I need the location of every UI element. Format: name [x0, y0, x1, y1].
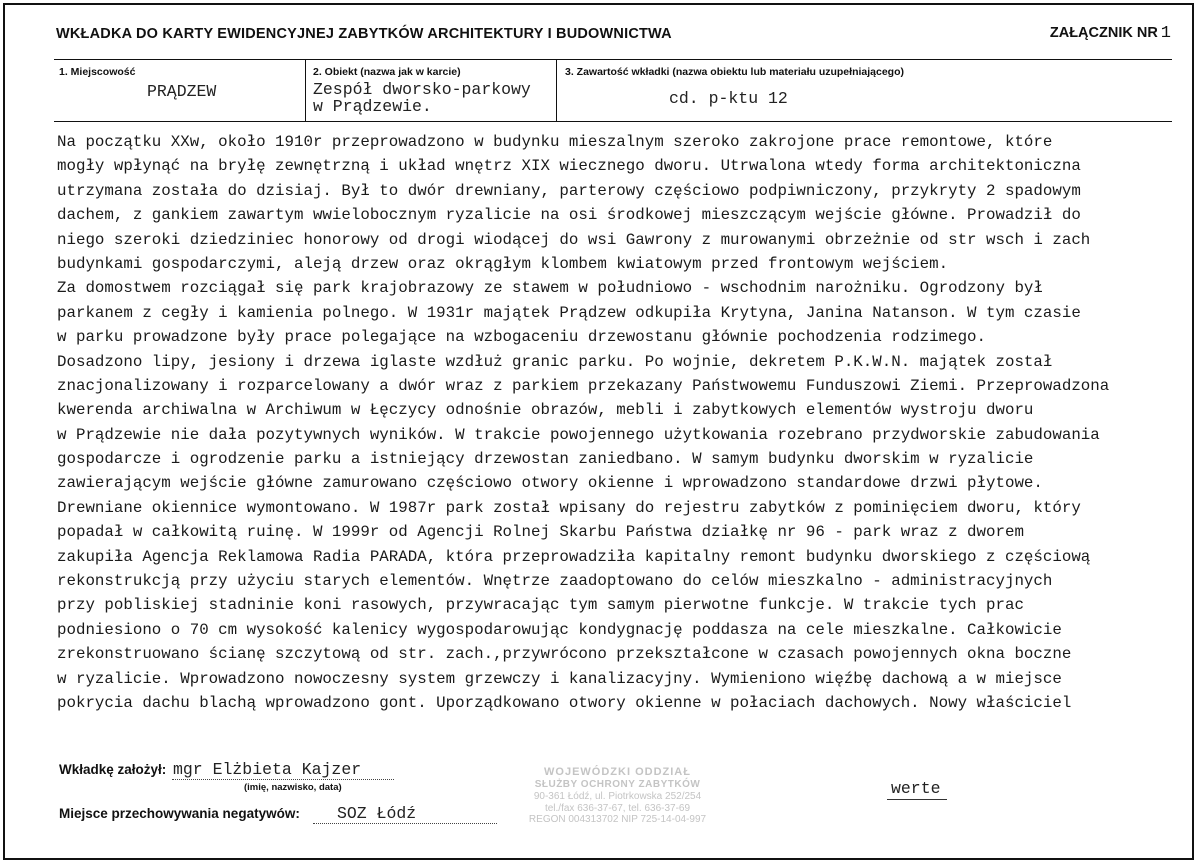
body-line: kwerenda archiwalna w Archiwum w Łęczycy odnośnie obrazów, mebli i zabytkowych elementów wystroju dworu [57, 401, 1034, 420]
body-line: gospodarcze i ogrodzenie parku a istniejący drzewostan zaniedbano. W samym budynku dworskim w ryzalicie [57, 450, 1034, 469]
body-line: niego szeroki dziedziniec honorowy od drogi wiodącej do wsi Gawrony z murowanymi obrzeżnie od str wsch i zach [57, 230, 1091, 249]
body-line: zrekonstruowano ścianę szczytową od str. zach.,przywrócono przekształcone w czasach powojennych okna boczne [57, 645, 1072, 664]
stamp-line: WOJEWÓDZKI ODDZIAŁ [544, 766, 691, 778]
body-line: parkanem z cegły i kamienia polnego. W 1931r majątek Prądzew odkupiła Krytyna, Janina Natanson. W tym czasie [57, 303, 1081, 322]
annex-label-text: ZAŁĄCZNIK NR [1049, 25, 1158, 41]
stamp-line: tel./fax 636-37-67, tel. 636-37-69 [544, 802, 691, 814]
locality-value: PRĄDZEW [147, 82, 217, 101]
annex-label [1050, 24, 1171, 43]
fields-rule [54, 121, 1172, 122]
stamp-line: SŁUŻBY OCHRONY ZABYTKÓW [534, 779, 701, 790]
field-divider-2 [556, 59, 557, 121]
object-value-line1: Zespół dworsko-parkowy [313, 80, 531, 99]
stamp-line: REGON 004313702 NIP 725-14-04-997 [528, 814, 707, 825]
body-line: zawierającym wejście główne zamurowano częściowo otwory okienne i wprowadzono standardowe drzwi płytowe. [57, 474, 1043, 493]
storage-label: Miejsce przechowywania negatywów: [59, 806, 300, 821]
continue-note-underline [887, 799, 947, 800]
content-label: 3. Zawartość wkładki (nazwa obiektu lub materiału uzupełniającego) [565, 66, 904, 78]
body-line: podniesiono o 70 cm wysokość kalenicy wygospodarowując kondygnację poddasza na cele mieszkalne. Całkowicie [57, 620, 1062, 639]
continue-note: werte [891, 779, 941, 798]
stamp-line: 90-361 Łódź, ul. Piotrkowska 252/254 [533, 791, 702, 802]
body-line: przy pobliskiej stadninie koni rasowych, przywracając tym samym pierwotne funkcje. W trakcie tych prac [57, 596, 1024, 615]
body-line: w ryzalicie. Wprowadzono nowoczesny system grzewczy i kanalizacyjny. Wymieniono więźbę dachową a w miejsce [57, 669, 1062, 688]
body-line: Za domostwem rozciągał się park krajobrazowy ze stawem w południowo - wschodnim narożniku. Ogrodzony był [57, 279, 1043, 298]
body-line: zakupiła Agencja Reklamowa Radia PARADA, która przeprowadziła kapitalny remont budynku dworskiego z częściową [57, 547, 1091, 566]
body-line: rekonstrukcją przy użyciu starych elementów. Wnętrze zaadoptowano do celów mieszkalno - administracyjnych [57, 572, 1053, 591]
body-line: Drewniane okiennice wymontowano. W 1987r park został wpisany do rejestru zabytków z pominięciem dworu, który [57, 498, 1081, 517]
body-line: Na początku XXw, około 1910r przeprowadzono w budynku mieszalnym szeroko zakrojone prace remontowe, które [57, 133, 1053, 151]
author-hint: (imię, nazwisko, data) [244, 782, 342, 793]
storage-value: SOZ Łódź [337, 804, 417, 823]
body-line: znacjonalizowany i rozparcelowany a dwór wraz z parkiem przekazany Państwowemu Funduszowi Ziemi. Przeprowadzona [57, 376, 1110, 395]
body-line: pokrycia dachu blachą wprowadzono gont. Uporządkowano otwory okienne w połaciach dachowych. Nowy właściciel [57, 693, 1072, 712]
office-stamp [520, 766, 715, 826]
content-value: cd. p-ktu 12 [669, 89, 788, 108]
author-dotted-line [172, 779, 394, 780]
body-line: w parku prowadzone były prace polegające na wzbogaceniu drzewostanu głównie pochodzenia rodzimego. [57, 328, 987, 347]
body-line: Dosadzono lipy, jesiony i drzewa iglaste wzdłuż granic parku. Po wojnie, dekretem P.K.W.N. majątek został [57, 352, 1053, 371]
object-label: 2. Obiekt (nazwa jak w karcie) [313, 66, 461, 78]
locality-label: 1. Miejscowość [59, 66, 136, 78]
body-line: popadał w całkowitą ruinę. W 1999r od Agencji Rolnej Skarbu Państwa działkę nr 96 - park wraz z dworem [57, 523, 1024, 542]
author-label: Wkładkę założył: [59, 762, 167, 777]
field-divider-1 [305, 59, 306, 121]
card-header-title: WKŁADKA DO KARTY EWIDENCYJNEJ ZABYTKÓW ARCHITEKTURY I BUDOWNICTWA [56, 26, 672, 42]
object-value-line2: w Prądzewie. [313, 97, 432, 116]
body-line: w Prądzewie nie dała pozytywnych wyników. W trakcie powojennego użytkowania rozebrano przydworskie zabudowania [57, 425, 1100, 444]
body-line: mogły wpłynąć na bryłę zewnętrzną i układ wnętrz XIX wiecznego dworu. Utrwalona wtedy forma architektoniczna [57, 157, 1081, 176]
header-rule [54, 59, 1172, 60]
body-line: budynkami gospodarczymi, aleją drzew oraz okrągłym klombem kwiatowym przed frontowym wejściem. [57, 254, 949, 273]
typed-description [57, 130, 1109, 715]
body-line: utrzymana została do dzisiaj. Był to dwór drewniany, parterowy częściowo podpiwniczony, przykryty 2 spadowym [57, 181, 1081, 200]
author-value: mgr Elżbieta Kajzer [173, 760, 362, 779]
body-line: dachem, z gankiem zawartym wwielobocznym ryzalicie na osi środkowej mieszczącym wejście główne. Prowadził do [57, 206, 1081, 225]
annex-number: 1 [1160, 24, 1171, 43]
storage-dotted-line [313, 823, 497, 824]
